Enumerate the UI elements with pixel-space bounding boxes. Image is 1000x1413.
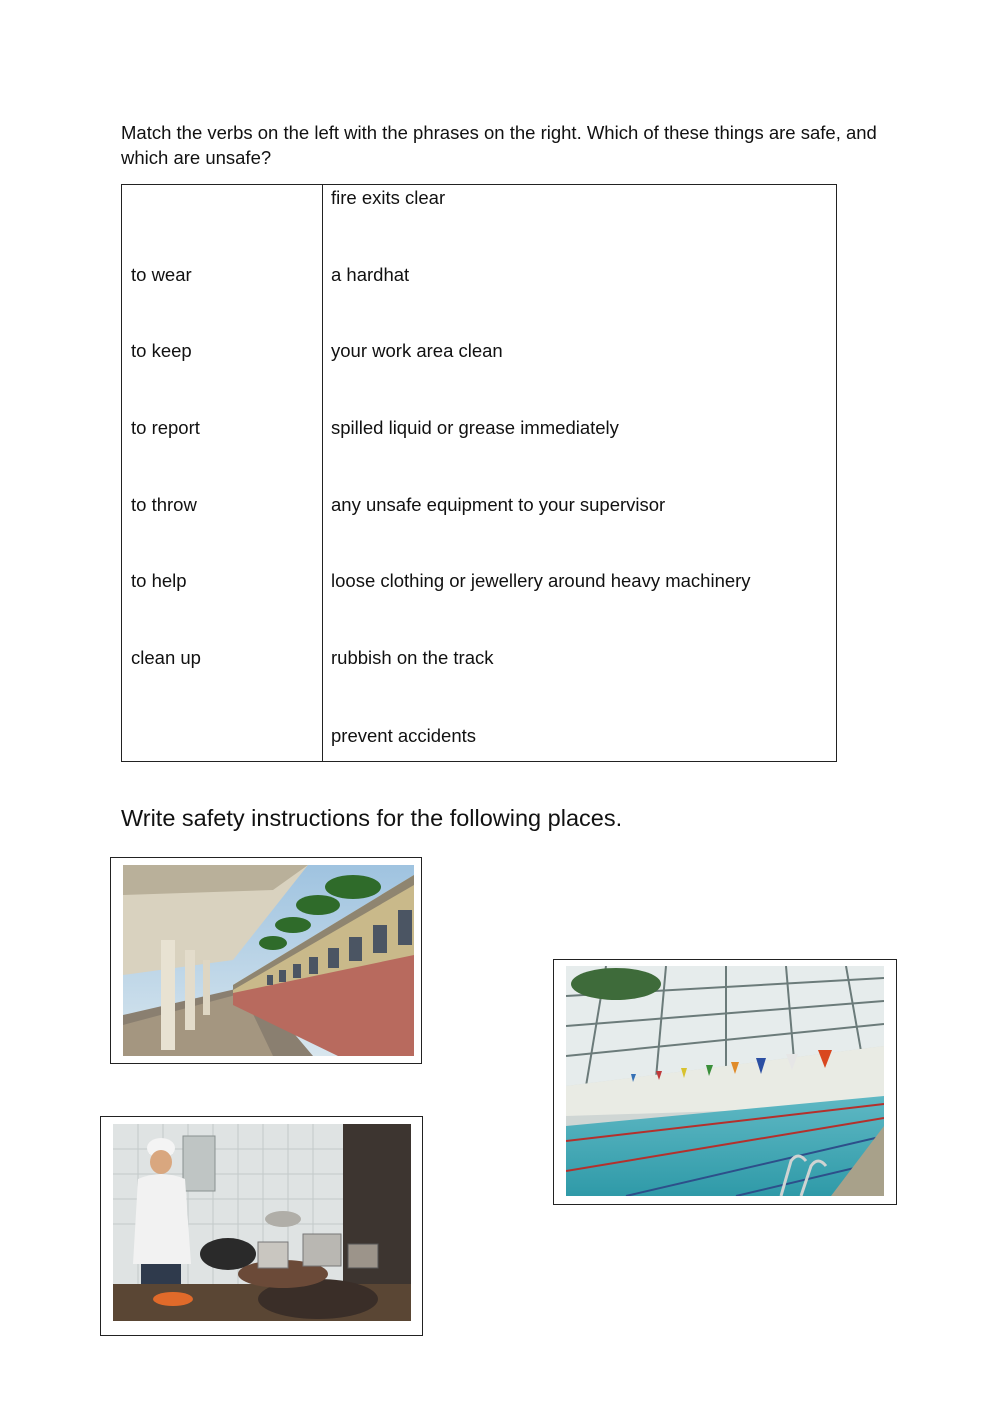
verb-cell: to throw xyxy=(131,494,197,515)
instructions-text: Match the verbs on the left with the phrases on the right. Which of these things are safe, and which are unsafe? xyxy=(121,122,877,168)
verb-cell: to wear xyxy=(131,264,192,285)
restaurant-kitchen-chef-photo xyxy=(113,1124,411,1321)
verb-cell: to help xyxy=(131,570,187,591)
phrase-cell: prevent accidents xyxy=(331,725,477,746)
column-divider xyxy=(322,185,323,761)
kitchen-photo-frame xyxy=(100,1116,423,1336)
verb-cell: to keep xyxy=(131,340,192,361)
verb-cell: to report xyxy=(131,417,200,438)
phrase-cell: your work area clean xyxy=(331,340,503,361)
phrase-cell: a hardhat xyxy=(331,264,410,285)
verb-cell: clean up xyxy=(131,647,201,668)
phrase-cell: fire exits clear xyxy=(331,187,446,208)
phrase-cell: spilled liquid or grease immediately xyxy=(331,417,619,438)
phrase-cell: rubbish on the track xyxy=(331,647,494,668)
phrase-cell: any unsafe equipment to your supervisor xyxy=(331,494,666,515)
phrase-cell: loose clothing or jewellery around heavy machinery xyxy=(331,570,751,591)
section-heading: Write safety instructions for the following places. xyxy=(121,805,623,831)
indoor-swimming-pool-photo xyxy=(566,966,884,1196)
railway-station-photo-frame xyxy=(110,857,422,1064)
swimming-pool-photo-frame xyxy=(553,959,897,1205)
matching-table xyxy=(121,184,837,762)
railway-station-platform-photo xyxy=(123,865,414,1056)
